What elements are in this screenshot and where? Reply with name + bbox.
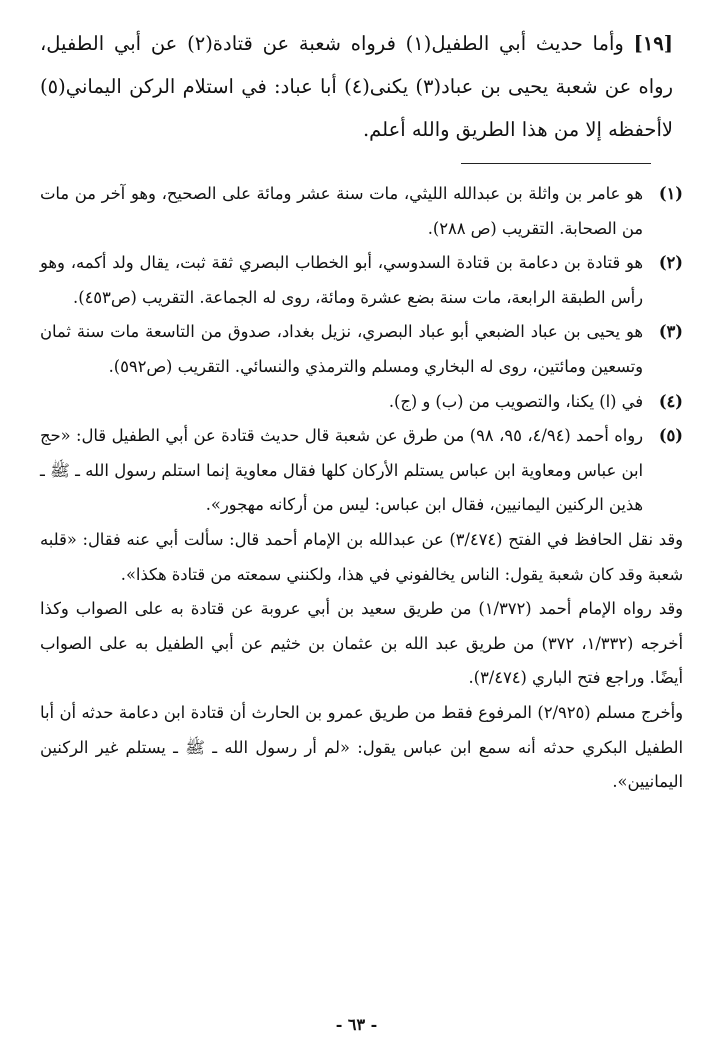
footnote-paragraph: وأخرج مسلم (٢/٩٢٥) المرفوع فقط من طريق عمرو بن الحارث أن قتادة ابن دعامة حدثه أن أبا الطفيل البكري حدثه أنه سمع ابن عباس يقول: «لم أر رسول الله ـ ﷺ ـ يستلم غير الركنين اليمانيين». <box>40 702 683 792</box>
footnote-number: (١) <box>658 184 683 203</box>
footnote-paragraph: هو قتادة بن دعامة بن قتادة السدوسي، أبو الخطاب البصري ثقة ثبت، يقال ولد أكمه، وهو رأس الطبقة الرابعة، مات سنة بضع عشرة ومائة، روى له الجماعة. التقريب (ص٤٥٣). <box>40 253 643 307</box>
footnote-text <box>40 246 643 315</box>
footnote-paragraph: وقد رواه الإمام أحمد (١/٣٧٢) من طريق سعيد بن أبي عروبة عن قتادة به على الصواب وكذا أخرجه (١/٣٣٢، ٣٧٢) من طريق عبد الله بن عثمان بن خثيم عن أبي الطفيل به على الصواب أيضًا. وراجع فتح الباري (٣/٤٧٤). <box>40 599 684 688</box>
footnote-1 <box>40 177 683 246</box>
footnote-number: (٥) <box>658 426 683 446</box>
footnote-3 <box>40 315 683 384</box>
page-body <box>40 22 673 151</box>
page-number: - ٦٣ - <box>335 1015 378 1034</box>
footnote-5-continuation <box>40 523 683 800</box>
footnote-text <box>40 177 643 246</box>
footnote-text <box>40 315 643 384</box>
footnote-2 <box>40 246 683 315</box>
footnote-text <box>40 385 643 420</box>
hadith-number: [١٩] <box>633 32 673 55</box>
main-text: وأما حديث أبي الطفيل(١) فرواه شعبة عن قتادة(٢) عن أبي الطفيل، رواه عن شعبة يحيى بن عباد(٣) يكنى(٤) أبا عباد: في استلام الركن اليماني(٥) لاأحفظه إلا من هذا الطريق والله أعلم. <box>40 32 674 141</box>
main-paragraph <box>40 22 673 151</box>
footnote-paragraph: في (ا) يكنا، والتصويب من (ب) و (ج). <box>388 391 643 411</box>
footnote-paragraph: وقد نقل الحافظ في الفتح (٣/٤٧٤) عن عبدالله بن الإمام أحمد قال: سألت أبي عنه فقال: «قلبه شعبة وقد كان شعبة يقول: الناس يخالفوني في هذا، ولكنني سمعته من قتادة هكذا». <box>40 529 683 584</box>
footnote-separator <box>461 163 651 164</box>
footnote-5 <box>40 419 683 523</box>
footnote-paragraph: هو عامر بن واثلة بن عبدالله الليثي، مات سنة عشر ومائة على الصحيح، وهو آخر من مات من الصحابة. التقريب (ص ٢٨٨). <box>40 184 643 238</box>
footnote-number: (٤) <box>658 391 683 411</box>
footnote-paragraph: رواه أحمد (٤/٩٤، ٩٥، ٩٨) من طرق عن شعبة قال حديث قتادة عن أبي الطفيل قال: «حج ابن عباس ومعاوية ابن عباس يستلم الأركان كلها فقال معاوية إنما استلم رسول الله ـ ﷺ ـ هذين الركنين اليمانيين، فقال ابن عباس: ليس من أركانه مهجور». <box>40 426 644 515</box>
footnote-4 <box>40 385 683 420</box>
footnote-text <box>40 419 643 523</box>
footnotes <box>40 177 683 800</box>
footnote-number: (٢) <box>658 253 683 273</box>
footnote-number: (٣) <box>658 322 683 342</box>
footnote-paragraph: هو يحيى بن عباد الضبعي أبو عباد البصري، نزيل بغداد، صدوق من التاسعة مات سنة ثمان وتسعين ومائتين، روى له البخاري ومسلم والترمذي والنسائي. التقريب (ص٥٩٢). <box>40 322 643 376</box>
